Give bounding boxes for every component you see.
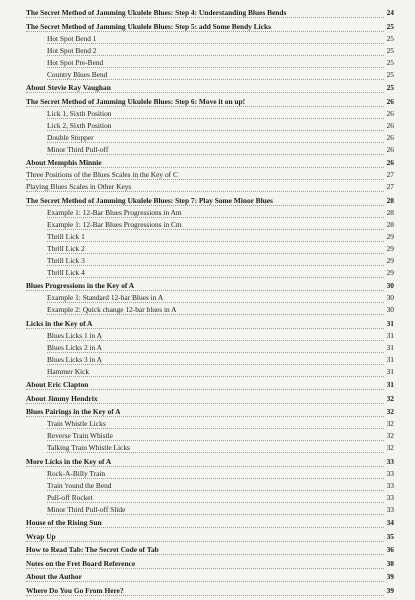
toc-entry: [26, 69, 394, 81]
toc-entry: [26, 144, 394, 156]
toc-entry-title: Notes on the Fret Board Reference: [26, 558, 136, 568]
toc-entry-title: Thrill Lick 1: [47, 231, 85, 241]
toc-entry: [26, 418, 394, 430]
toc-entry: [26, 517, 394, 529]
toc-entry: [26, 157, 394, 169]
toc-entry-page-number: 25: [386, 83, 394, 92]
toc-entry-title: About the Author: [26, 572, 82, 581]
toc-entry-title: Wrap Up: [26, 531, 56, 541]
toc-entry-page-number: 38: [386, 558, 394, 568]
toc-entry-title: Train Whistle Licks: [47, 419, 106, 428]
toc-entry: [26, 45, 394, 57]
toc-entry-page-number: 30: [386, 305, 394, 314]
toc-entry-title: Blues Pairings in the Key of A: [26, 407, 121, 416]
toc-entry-page-number: 29: [386, 231, 394, 241]
toc-entry-title: Train 'round the Bend: [47, 480, 112, 490]
toc-entry: [26, 504, 394, 516]
toc-entry: [26, 468, 394, 480]
toc-entry-page-number: 30: [386, 293, 394, 302]
toc-entry: [26, 379, 394, 391]
toc-entry-title: Hot Spot Pre-Bend: [47, 57, 104, 67]
toc-entry-title: Blues Progressions in the Key of A: [26, 281, 135, 290]
toc-entry: [26, 571, 394, 583]
toc-entry-page-number: 26: [386, 120, 394, 130]
toc-entry-title: Minor Third Pull-off: [47, 144, 109, 154]
toc-entry-title: About Memphis Minnie: [26, 158, 102, 167]
toc-entry-title: Reverse Train Whistle: [47, 431, 113, 440]
toc-entry-page-number: 26: [386, 144, 394, 154]
toc-entry-title: About Eric Clapton: [26, 380, 89, 389]
toc-entry: [26, 456, 394, 468]
toc-entry-title: Hot Spot Bend 2: [47, 45, 97, 55]
toc-entry: [26, 181, 394, 193]
toc-entry-page-number: 25: [386, 69, 394, 79]
toc-entry-title: Example 2: Quick change 12-bar blues in A: [47, 305, 177, 314]
toc-entry: [26, 354, 394, 366]
toc-entry: [26, 585, 394, 597]
toc-entry: [26, 132, 394, 144]
table-of-contents: [26, 7, 394, 597]
toc-entry-page-number: 34: [386, 518, 394, 527]
toc-entry-title: The Secret Method of Jamming Ukulele Blues: Step 7: Play Some Minor Blues: [26, 195, 273, 205]
toc-entry-page-number: 29: [386, 267, 394, 277]
toc-entry-page-number: 24: [386, 8, 394, 17]
toc-entry-title: The Secret Method of Jamming Ukulele Blues: Step 4: Understanding Blues Bends: [26, 8, 287, 17]
toc-entry: [26, 231, 394, 243]
toc-entry-page-number: 28: [386, 195, 394, 205]
toc-entry-page-number: 35: [386, 531, 394, 541]
toc-entry-page-number: 32: [386, 431, 394, 440]
toc-entry-title: Blues Licks 1 in A: [47, 330, 103, 340]
toc-entry: [26, 558, 394, 570]
toc-entry-title: How to Read Tab: The Secret Code of Tab: [26, 545, 159, 554]
toc-entry-page-number: 32: [386, 407, 394, 416]
toc-entry-page-number: 39: [386, 585, 394, 595]
toc-entry: [26, 255, 394, 267]
toc-entry: [26, 267, 394, 279]
toc-entry: [26, 430, 394, 442]
toc-entry: [26, 480, 394, 492]
toc-entry: [26, 531, 394, 543]
toc-entry: [26, 292, 394, 304]
toc-entry: [26, 21, 394, 33]
toc-entry: [26, 492, 394, 504]
toc-entry: [26, 96, 394, 108]
toc-entry-title: Blues Licks 2 in A: [47, 342, 103, 352]
toc-entry-page-number: 29: [386, 243, 394, 253]
toc-entry-page-number: 31: [386, 354, 394, 364]
toc-entry: [26, 393, 394, 405]
toc-entry-page-number: 25: [386, 45, 394, 55]
toc-entry-page-number: 31: [386, 380, 394, 389]
toc-entry-title: House of the Rising Sun: [26, 518, 102, 527]
toc-entry-page-number: 25: [386, 33, 394, 43]
toc-entry-title: Minor Third Pull-off Slide: [47, 504, 126, 514]
toc-entry-page-number: 28: [386, 219, 394, 229]
toc-entry-page-number: 32: [386, 393, 394, 403]
toc-entry: [26, 280, 394, 292]
toc-entry-page-number: 36: [386, 545, 394, 554]
toc-entry-page-number: 25: [386, 57, 394, 67]
toc-entry-page-number: 31: [386, 366, 394, 376]
toc-entry-page-number: 26: [386, 96, 394, 106]
toc-entry: [26, 207, 394, 219]
toc-entry-page-number: 31: [386, 318, 394, 328]
toc-entry-page-number: 33: [386, 504, 394, 514]
toc-entry: [26, 219, 394, 231]
toc-entry: [26, 366, 394, 378]
toc-entry-title: Hot Spot Bend 1: [47, 33, 97, 43]
toc-entry-page-number: 25: [386, 21, 394, 31]
toc-entry-page-number: 31: [386, 330, 394, 340]
toc-entry-title: The Secret Method of Jamming Ukulele Blues: Step 6: Move it on up!: [26, 96, 246, 106]
toc-entry-title: About Jimmy Hendrix: [26, 393, 98, 403]
toc-entry-title: Pull-off Rocket: [47, 492, 93, 502]
toc-entry: [26, 195, 394, 207]
toc-entry-title: Thrill Lick 4: [47, 267, 85, 277]
toc-entry: [26, 544, 394, 556]
toc-entry-title: Three Positions of the Blues Scales in the Key of C: [26, 170, 178, 179]
toc-entry: [26, 82, 394, 94]
toc-entry-page-number: 26: [386, 158, 394, 167]
toc-entry-page-number: 30: [386, 281, 394, 290]
toc-entry-title: More Licks in the Key of A: [26, 456, 112, 466]
toc-entry-page-number: 33: [386, 492, 394, 502]
toc-entry-title: The Secret Method of Jamming Ukulele Blues: Step 5: add Some Bendy Licks: [26, 21, 271, 31]
toc-entry-title: Lick 2, Sixth Position: [47, 120, 112, 130]
toc-entry-title: Talking Train Whistle Licks: [47, 443, 130, 452]
toc-entry: [26, 108, 394, 120]
toc-entry-page-number: 39: [386, 572, 394, 581]
toc-entry: [26, 120, 394, 132]
toc-entry: [26, 406, 394, 418]
toc-entry: [26, 342, 394, 354]
toc-entry-page-number: 29: [386, 255, 394, 265]
toc-entry-title: Thrill Lick 3: [47, 255, 85, 265]
toc-entry-title: Double Stopper: [47, 132, 94, 142]
toc-entry-title: Playing Blues Scales in Other Keys: [26, 182, 132, 191]
toc-entry-title: Example 1: Standard 12-bar Blues in A: [47, 293, 164, 302]
toc-entry-page-number: 33: [386, 468, 394, 478]
toc-entry: [26, 442, 394, 454]
toc-entry: [26, 304, 394, 316]
toc-entry-page-number: 28: [386, 207, 394, 217]
toc-entry-page-number: 33: [386, 480, 394, 490]
toc-entry: [26, 243, 394, 255]
toc-entry-page-number: 27: [386, 170, 394, 179]
toc-entry-title: Example 1: 12-Bar Blues Progressions in Am: [47, 207, 182, 217]
toc-entry: [26, 318, 394, 330]
toc-entry-page-number: 32: [386, 419, 394, 428]
toc-entry-title: Rock-A-Billy Train: [47, 468, 106, 478]
toc-entry-title: Lick 1, Sixth Position: [47, 108, 112, 118]
toc-entry-title: Hammer Kick: [47, 366, 90, 376]
toc-entry-page-number: 26: [386, 108, 394, 118]
toc-entry-title: Where Do You Go From Here?: [26, 585, 124, 595]
toc-entry-page-number: 26: [386, 132, 394, 142]
toc-entry-page-number: 27: [386, 182, 394, 191]
toc-entry: [26, 330, 394, 342]
toc-entry: [26, 33, 394, 45]
toc-entry-page-number: 31: [386, 342, 394, 352]
toc-entry-page-number: 33: [386, 456, 394, 466]
toc-entry-title: Licks in the Key of A: [26, 318, 93, 328]
toc-entry-title: Country Blues Bend: [47, 69, 108, 79]
toc-entry-title: Example 1: 12-Bar Blues Progressions in Cm: [47, 219, 182, 229]
toc-entry: [26, 169, 394, 181]
toc-entry: [26, 57, 394, 69]
toc-entry-title: Blues Licks 3 in A: [47, 354, 103, 364]
toc-entry-title: Thrill Lick 2: [47, 243, 85, 253]
toc-entry: [26, 7, 394, 19]
toc-entry-title: About Stevie Ray Vaughan: [26, 83, 111, 92]
toc-entry-page-number: 32: [386, 443, 394, 452]
